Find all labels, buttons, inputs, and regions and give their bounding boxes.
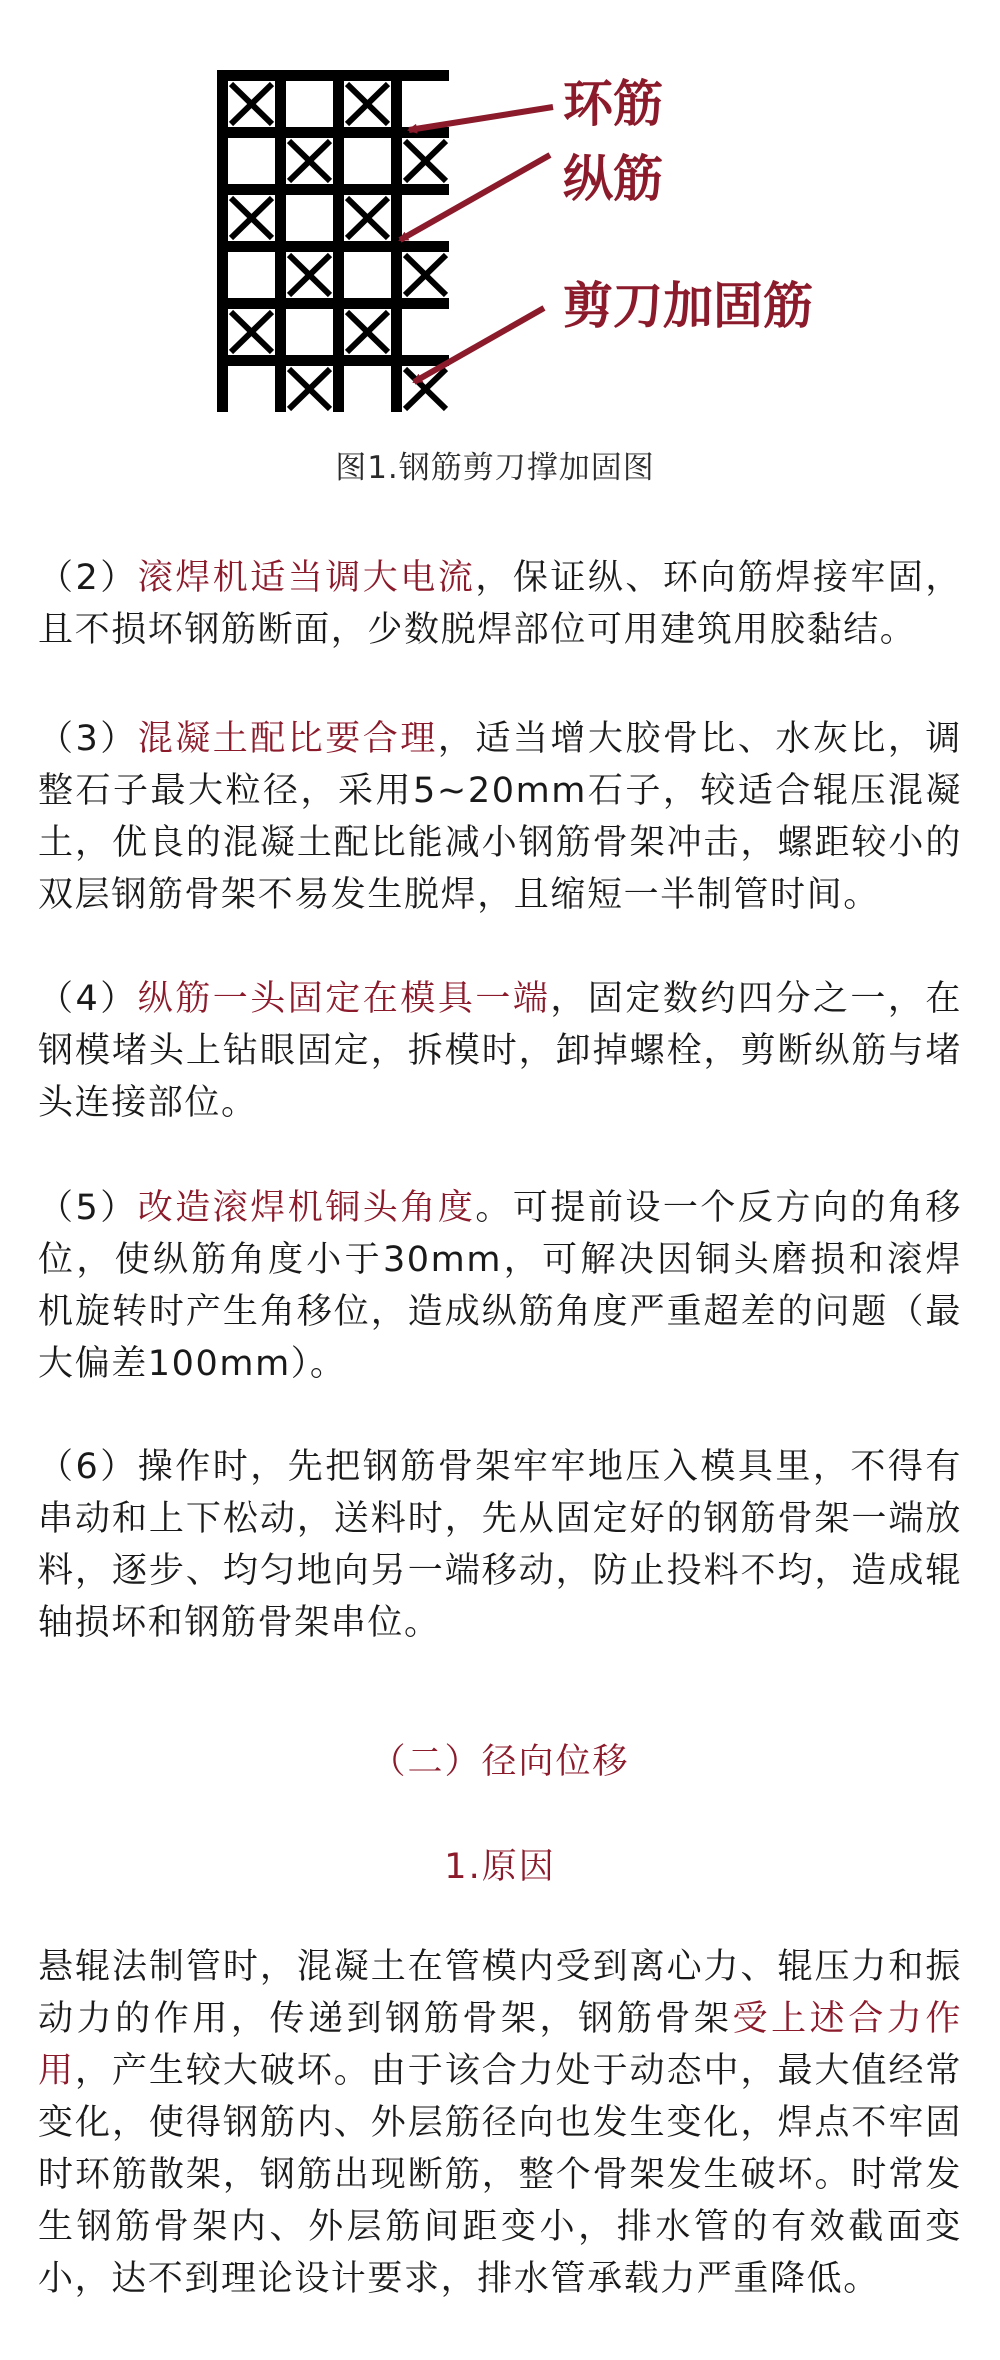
paragraph-4-lead: （4） (38, 979, 138, 1019)
paragraph-2 (38, 552, 962, 656)
cause-text-after: ，产生较大破坏。由于该合力处于动态中，最大值经常变化，使得钢筋内、外层筋径向也发生变化，焊点不牢固时环筋散架，钢筋出现断筋，整个骨架发生破坏。时常发生钢筋骨架内、外层筋间距变小，排水管的有效截面变小，达不到理论设计要求，排水管承载力严重降低。 (38, 2051, 962, 2299)
grid-cell (402, 81, 449, 127)
grid-cell (402, 309, 449, 355)
grid-cell (286, 81, 333, 127)
paragraph-4 (38, 973, 962, 1129)
ring-label: 环筋 (563, 75, 663, 133)
grid-cell (344, 138, 391, 184)
paragraph-2-text: ，保证纵、环向筋焊接牢固，且不损坏钢筋断面，少数脱焊部位可用建筑用胶黏结。 (38, 558, 962, 650)
paragraph-3 (38, 713, 962, 921)
paragraph-3-text: ，适当增大胶骨比、水灰比，调整石子最大粒径，采用5~20mm石子，较适合辊压混凝土，优良的混凝土配比能减小钢筋骨架冲击，螺距较小的双层钢筋骨架不易发生脱焊，且缩短一半制管时间。 (38, 719, 962, 915)
paragraph-4-highlight: 纵筋一头固定在模具一端 (137, 979, 551, 1019)
paragraph-2-highlight: 滚焊机适当调大电流 (137, 558, 476, 598)
paragraph-3-highlight: 混凝土配比要合理 (137, 719, 438, 759)
sub-heading: 1.原因 (444, 1847, 556, 1887)
grid-cell (344, 252, 391, 298)
paragraph-3-lead: （3） (38, 719, 138, 759)
grid-cell (344, 366, 391, 412)
scissor-label: 剪刀加固筋 (563, 277, 813, 335)
paragraph-6: （6）操作时，先把钢筋骨架牢牢地压入模具里，不得有串动和上下松动，送料时，先从固定好的钢筋骨架一端放料，逐步、均匀地向另一端移动，防止投料不均，造成辊轴损坏和钢筋骨架串位。 (38, 1447, 962, 1643)
grid-cell (228, 252, 275, 298)
paragraph-5 (38, 1182, 962, 1390)
paragraph-5-lead: （5） (38, 1188, 138, 1228)
paragraph-2-lead: （2） (38, 558, 138, 598)
paragraph-5-text: 。可提前设一个反方向的角移位，使纵筋角度小于30mm，可解决因铜头磨损和滚焊机旋转时产生角移位，造成纵筋角度严重超差的问题（最大偏差100mm）。 (38, 1188, 962, 1384)
grid-cell (286, 309, 333, 355)
longitudinal-label: 纵筋 (563, 150, 663, 208)
section-heading: （二）径向位移 (370, 1742, 630, 1782)
grid-cell (286, 195, 333, 241)
grid-cell (228, 138, 275, 184)
paragraph-4-text: ，固定数约四分之一，在钢模堵头上钻眼固定，拆模时，卸掉螺栓，剪断纵筋与堵头连接部位。 (38, 979, 962, 1123)
reinforcement-figure (0, 0, 1000, 500)
cause-text-before: 悬辊法制管时，混凝土在管模内受到离心力、辊压力和振动力的作用，传递到钢筋骨架，钢筋骨架 (38, 1947, 962, 2039)
figure-caption: 图1.钢筋剪刀撑加固图 (335, 450, 655, 486)
grid-cell (228, 366, 275, 412)
cause-paragraph (38, 1941, 962, 2305)
cause-highlight: 受上述合力作用 (38, 1999, 962, 2091)
paragraph-5-highlight: 改造滚焊机铜头角度 (137, 1188, 476, 1228)
scissor-brace-diagram (0, 0, 1000, 430)
